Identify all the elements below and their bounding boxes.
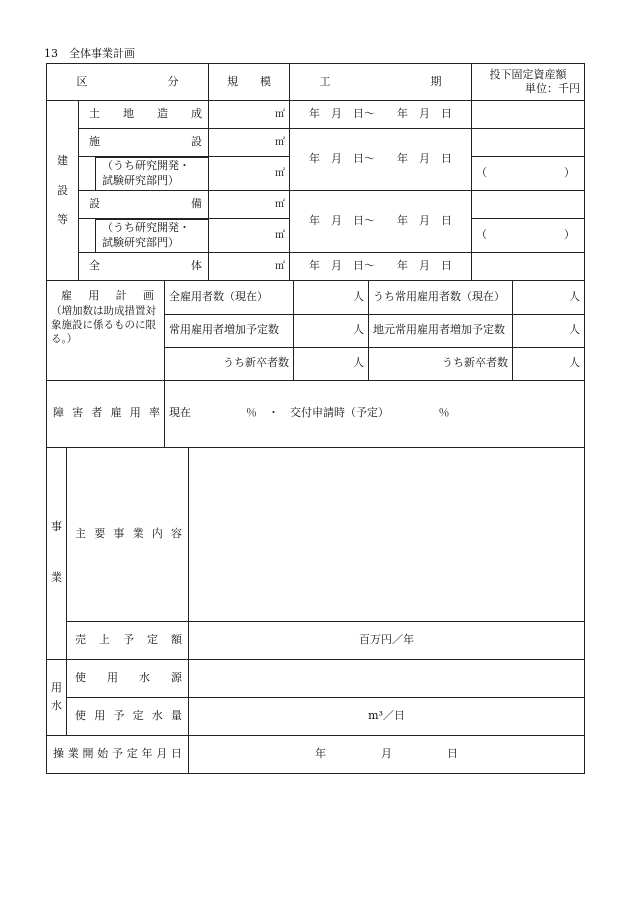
total-investment (472, 253, 585, 281)
business-table (46, 448, 585, 774)
regular-increase-label: 常用雇用者増加予定数 (165, 314, 294, 347)
disability-rate-label: 障害者雇用率 (47, 381, 165, 448)
new-grad-value-1: 人 (294, 347, 369, 380)
facility-rd-cell: （うち研究開発・ 試験研究部門） (79, 157, 209, 191)
water-amount-value: m³／日 (189, 697, 585, 735)
start-date-value: 年 月 日 (189, 735, 585, 773)
equipment-rd-scale: ㎡ (209, 219, 290, 253)
employment-table (46, 281, 585, 381)
regular-employees-label: うち常用雇用者数（現在） (369, 281, 513, 314)
new-grad-label-1: うち新卒者数 (165, 347, 294, 380)
business-content-label: 主要事業内容 (67, 448, 189, 621)
disability-rate-table (46, 381, 585, 449)
business-side-label: 事 業 (47, 448, 67, 659)
water-source-value (189, 659, 585, 697)
plan-form (46, 63, 584, 774)
new-grad-label-2: うち新卒者数 (369, 347, 513, 380)
water-source-label: 使用水源 (67, 659, 189, 697)
facility-investment (472, 129, 585, 157)
land-period: 年 月 日～ 年 月 日 (290, 101, 472, 129)
header-period: 工 期 (290, 64, 472, 101)
equipment-rd-cell: （うち研究開発・ 試験研究部門） (79, 219, 209, 253)
equipment-period: 年 月 日～ 年 月 日 (290, 191, 472, 253)
document-title: 13 全体事業計画 (44, 47, 135, 60)
local-increase-value: 人 (513, 314, 585, 347)
water-amount-label: 使用予定水量 (67, 697, 189, 735)
facility-period: 年 月 日～ 年 月 日 (290, 129, 472, 191)
header-scale: 規 模 (209, 64, 290, 101)
start-date-label: 操業開始予定年月日 (47, 735, 189, 773)
sales-label: 売上予定額 (67, 621, 189, 659)
row-equipment-label: 設備 (79, 191, 209, 219)
land-investment (472, 101, 585, 129)
equipment-rd-investment: （ ） (472, 219, 585, 253)
total-period: 年 月 日～ 年 月 日 (290, 253, 472, 281)
header-category: 区 分 (47, 64, 209, 101)
local-increase-label: 地元常用雇用者増加予定数 (369, 314, 513, 347)
facility-rd-scale: ㎡ (209, 157, 290, 191)
row-facility-label: 施設 (79, 129, 209, 157)
equipment-investment (472, 191, 585, 219)
header-investment: 投下固定資産額 単位：千円 (472, 64, 585, 101)
equipment-scale: ㎡ (209, 191, 290, 219)
disability-rate-value: 現在 ％ ・ 交付申請時（予定） ％ (165, 381, 585, 448)
business-content-value (189, 448, 585, 621)
total-employees-label: 全雇用者数（現在） (165, 281, 294, 314)
water-side-label: 用水 (47, 659, 67, 735)
construction-side-label: 建設等 (47, 101, 79, 281)
construction-table (46, 63, 585, 281)
employment-label: 雇用計画 （増加数は助成措置対象施設に係るものに限る。） (47, 281, 165, 380)
land-scale: ㎡ (209, 101, 290, 129)
facility-rd-investment: （ ） (472, 157, 585, 191)
total-scale: ㎡ (209, 253, 290, 281)
regular-employees-value: 人 (513, 281, 585, 314)
row-total-label: 全体 (79, 253, 209, 281)
regular-increase-value: 人 (294, 314, 369, 347)
row-land-label: 土地造成 (79, 101, 209, 129)
new-grad-value-2: 人 (513, 347, 585, 380)
total-employees-value: 人 (294, 281, 369, 314)
sales-value: 百万円／年 (189, 621, 585, 659)
facility-scale: ㎡ (209, 129, 290, 157)
